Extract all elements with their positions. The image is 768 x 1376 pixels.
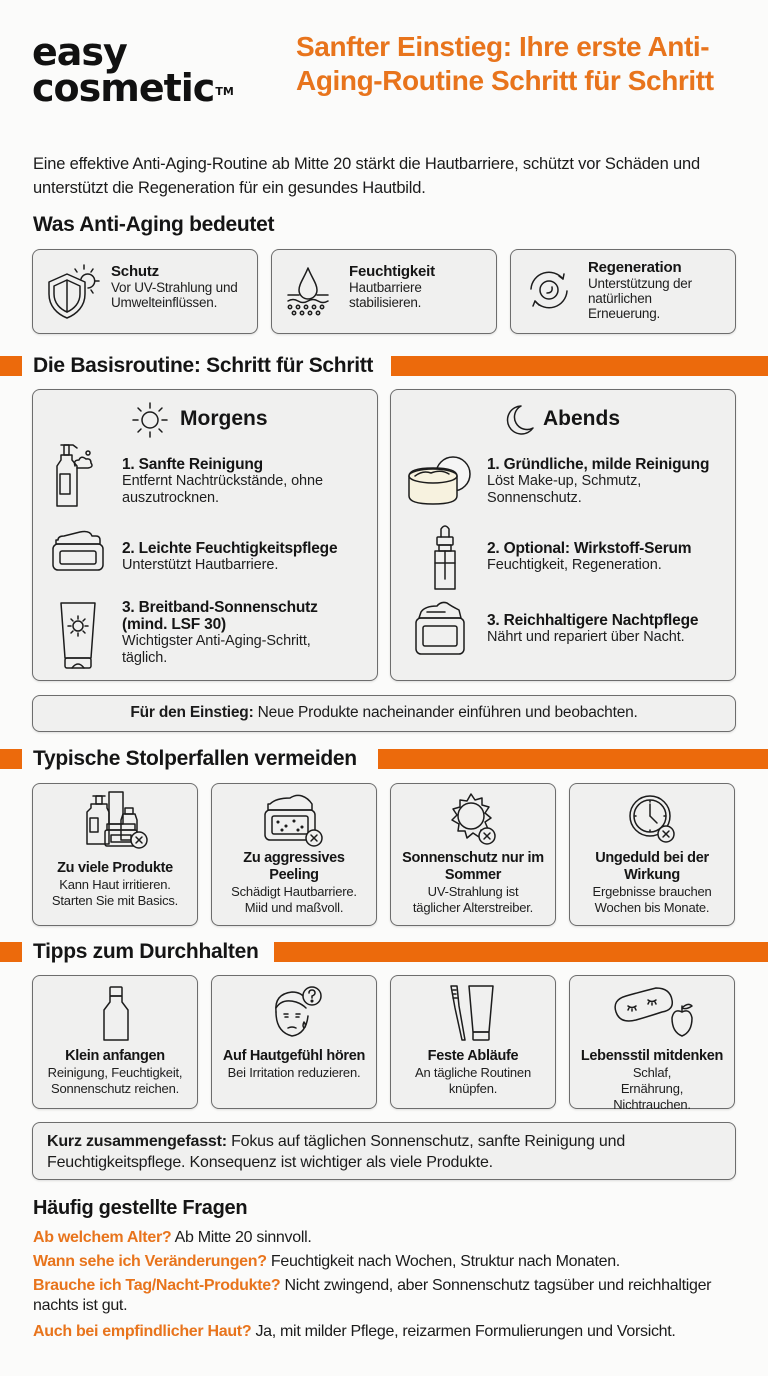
logo-line1: easy <box>32 30 127 74</box>
tip-title: Lebensstil mitdenken <box>580 1048 724 1064</box>
night-cream-jar-icon <box>413 598 469 658</box>
note-text: Neue Produkte nacheinander einführen und beobachten. <box>253 704 638 721</box>
evening-label: Abends <box>543 407 621 430</box>
shield-sun-icon <box>41 262 103 324</box>
pitfall-title: Sonnenschutz nur im Sommer <box>402 850 544 883</box>
cream-jar-icon <box>50 526 106 576</box>
step-title: 3. Reichhaltigere Nachtpflege <box>487 612 699 629</box>
header <box>0 0 768 140</box>
pitfall-text: Kann Haut irritieren. Starten Sie mit Basics. <box>51 877 179 908</box>
morning-step-3 <box>122 599 352 667</box>
meaning-text: Vor UV-Strahlung und Umwelteinflüssen. <box>111 280 238 310</box>
sun-icon <box>130 400 170 440</box>
step-title: 1. Gründliche, milde Reinigung <box>487 456 710 473</box>
meaning-title: Feuchtigkeit <box>349 263 435 280</box>
evening-step-1 <box>487 456 709 507</box>
peeling-jar-icon <box>262 792 328 854</box>
tip-title: Klein anfangen <box>65 1048 165 1064</box>
faq-question: Wann sehe ich Veränderungen? <box>33 1253 267 1270</box>
brand-logo <box>32 30 234 110</box>
section-bar-left <box>0 749 22 769</box>
section-bar-right <box>274 942 768 962</box>
meaning-text: Hautbarriere stabilisieren. <box>349 280 422 310</box>
summary-box <box>32 1122 736 1180</box>
tip-text: An tägliche Routinen knüpfen. <box>415 1065 531 1096</box>
regeneration-cycle-icon <box>519 261 581 323</box>
section-bar-left <box>0 356 22 376</box>
pump-bottle-icon <box>51 440 101 510</box>
logo-line2: cosmetic <box>32 66 215 110</box>
section-title-routine: Die Basisroutine: Schritt für Schritt <box>33 354 374 377</box>
toothbrush-tube-icon <box>447 982 503 1044</box>
step-title: 1. Sanfte Reinigung <box>122 456 263 473</box>
face-question-icon <box>266 982 328 1044</box>
meaning-card-regeneration <box>510 249 736 334</box>
morning-step-2 <box>122 540 337 574</box>
pitfall-card <box>32 783 198 926</box>
tip-text: Reinigung, Feuchtigkeit, Sonnenschutz reichen. <box>47 1065 183 1096</box>
sleep-mask-apple-icon <box>610 982 700 1044</box>
getting-started-note <box>32 695 736 732</box>
water-drop-icon <box>282 262 344 324</box>
faq-question: Brauche ich Tag/Nacht-Produkte? <box>33 1277 281 1294</box>
section-bar-left <box>0 942 22 962</box>
tip-card <box>211 975 377 1109</box>
moon-icon <box>501 402 537 438</box>
faq-answer: Nicht zwingend, aber Sonnenschutz tagsüber und reichhaltiger nachts ist gut. <box>33 1277 712 1314</box>
step-text: Feuchtigkeit, Regeneration. <box>487 557 662 573</box>
cleansing-balm-icon <box>403 452 473 508</box>
pitfall-text: Schädigt Hautbarriere. Miid und maßvoll. <box>231 884 357 915</box>
faq-answer: Ja, mit milder Pflege, reizarmen Formulierungen und Vorsicht. <box>251 1323 676 1340</box>
step-title: 3. Breitband-Sonnenschutz (mind. LSF 30) <box>122 599 318 633</box>
tip-card <box>390 975 556 1109</box>
tip-text: Schlaf, Ernährung, Nichtrauchen. <box>613 1065 691 1112</box>
morning-step-1 <box>122 456 362 507</box>
pitfall-card <box>211 783 377 926</box>
intro-text: Eine effektive Anti-Aging-Routine ab Mitte 20 stärkt die Hautbarriere, schützt vor Schäden und unterstützt die Regeneration für ein gesundes Hautbild. <box>33 155 700 197</box>
pitfall-card <box>390 783 556 926</box>
meaning-title: Schutz <box>111 263 159 280</box>
pitfall-text: UV-Strahlung ist täglicher Alterstreiber. <box>412 884 534 915</box>
summary-label: Kurz zusammengefasst: <box>47 1133 227 1150</box>
step-text: Löst Make-up, Schmutz, Sonnenschutz. <box>487 473 642 506</box>
section-title-pitfalls: Typische Stolperfallen vermeiden <box>33 747 357 770</box>
morning-label: Morgens <box>180 407 268 430</box>
step-text: Nährt und repariert über Nacht. <box>487 629 685 645</box>
note-label: Für den Einstieg: <box>130 704 254 721</box>
evening-routine-card <box>390 389 736 681</box>
meaning-card-schutz <box>32 249 258 334</box>
many-products-icon <box>81 790 151 852</box>
tip-title: Feste Abläufe <box>427 1048 519 1064</box>
tip-card <box>569 975 735 1112</box>
sun-x-icon <box>443 790 505 852</box>
faq-answer: Ab Mitte 20 sinnvoll. <box>171 1229 312 1246</box>
step-text: Wichtigster Anti-Aging-Schritt, täglich. <box>122 633 311 666</box>
faq-answer: Feuchtigkeit nach Wochen, Struktur nach Monaten. <box>266 1253 620 1270</box>
pitfall-title: Zu aggressives Peeling <box>243 850 345 883</box>
page-title: Sanfter Einstieg: Ihre erste Anti-Aging-Routine Schritt für Schritt <box>296 31 714 96</box>
faq-item <box>33 1252 753 1272</box>
tip-title: Auf Hautgefühl hören <box>222 1048 366 1064</box>
meaning-card-feuchtigkeit <box>271 249 497 334</box>
pitfall-text: Ergebnisse brauchen Wochen bis Monate. <box>592 884 712 915</box>
faq-question: Ab welchem Alter? <box>33 1229 172 1246</box>
pitfall-title: Zu viele Produkte <box>57 860 173 876</box>
section-title-faq: Häufig gestellte Fragen <box>33 1197 248 1219</box>
section-title-tips: Tipps zum Durchhalten <box>33 940 259 963</box>
tip-text: Bei Irritation reduzieren. <box>227 1065 361 1080</box>
faq-item <box>33 1276 733 1316</box>
faq-item <box>33 1322 768 1342</box>
small-bottle-icon <box>96 984 136 1044</box>
trademark: TM <box>215 85 234 98</box>
morning-routine-card <box>32 389 378 681</box>
faq-question: Auch bei empfindlicher Haut? <box>33 1323 252 1340</box>
meaning-title: Regeneration <box>588 259 682 276</box>
meaning-text: Unterstützung der natürlichen Erneuerung. <box>588 276 692 321</box>
sunscreen-tube-icon <box>57 600 101 670</box>
clock-x-icon <box>622 790 684 852</box>
faq-item <box>33 1228 753 1248</box>
pitfall-card <box>569 783 735 926</box>
evening-step-2 <box>487 540 691 574</box>
step-text: Unterstützt Hautbarriere. <box>122 557 279 573</box>
section-title-meaning: Was Anti-Aging bedeutet <box>33 213 275 236</box>
step-title: 2. Optional: Wirkstoff-Serum <box>487 540 692 557</box>
summary-text: Fokus auf täglichen Sonnenschutz, sanfte Reinigung und Feuchtigkeitspflege. Konsequenz ist wichtiger als viele Produkte. <box>47 1133 626 1171</box>
step-title: 2. Leichte Feuchtigkeitspflege <box>122 540 338 557</box>
evening-step-3 <box>487 612 698 646</box>
pitfall-title: Ungeduld bei der Wirkung <box>595 850 709 883</box>
tip-card <box>32 975 198 1109</box>
step-text: Entfernt Nachtrückstände, ohne auszutrocknen. <box>122 473 323 506</box>
section-bar-right <box>391 356 768 376</box>
section-bar-right <box>378 749 768 769</box>
serum-dropper-icon <box>427 523 463 593</box>
